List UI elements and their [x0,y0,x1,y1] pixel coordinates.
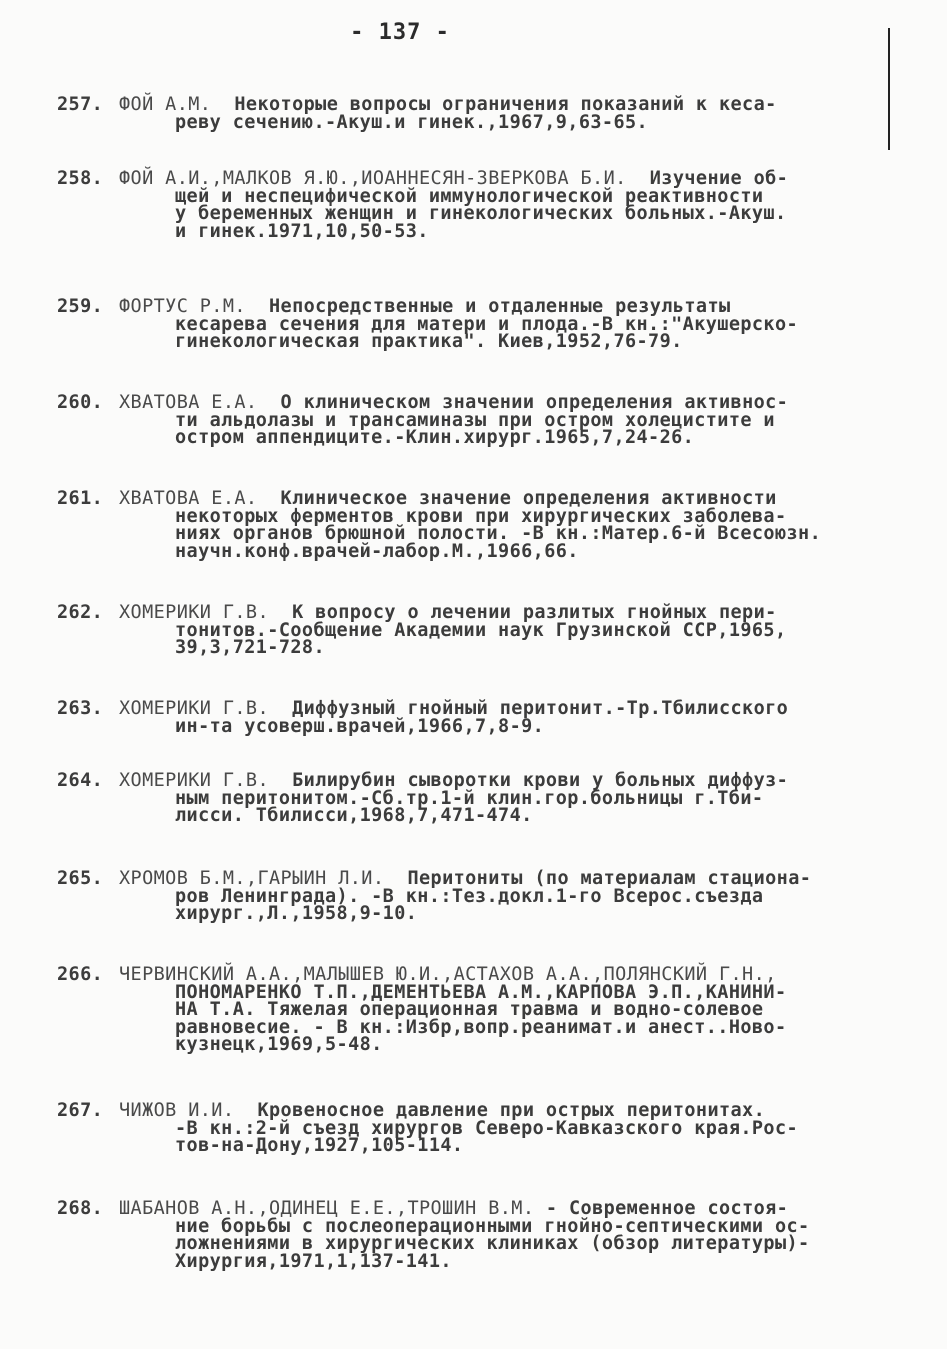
entry-line [57,170,907,188]
entry-authors: ХВАТОВА Е.А. [119,392,258,413]
entry-line: хирург.,Л.,1958,9-10. [175,903,418,924]
entry-number: 257. [57,94,104,115]
entry-line [57,870,907,888]
entry-number: 263. [57,698,104,719]
entry-line: ров Ленинграда). -В кн.:Тез.докл.1-го Всерос.съезда [175,885,764,907]
entry-line: ным перитонитом.-Сб.тр.1-й клин.гор.больницы г.Тби- [175,787,764,809]
entry-number: 267. [57,1100,104,1121]
entry-line: гинекологическая практика". Киев,1952,76-79. [175,331,683,352]
entry-text: Перитониты (по материалам стациона- [407,868,812,889]
entry-text: Билирубин сыворотки крови у больных диффуз- [292,770,789,791]
entry-text: Диффузный гнойный перитонит.-Тр.Тбилисского [292,698,789,719]
entry-number: 262. [57,602,104,623]
entry-authors: ЧИЖОВ И.И. [119,1100,235,1121]
entry-line: кузнецк,1969,5-48. [175,1034,383,1055]
entry-line: щей и неспецифической иммунологической реактивности [175,185,764,207]
entry-line [57,1200,907,1218]
entry-line [57,772,907,790]
entry-line: равновесие. - В кн.:Избр,вопр.реанимат.и анест..Ново- [175,1016,787,1038]
entry-text: Кровеносное давление при острых перитонитах. [257,1100,766,1121]
entry-authors: ФОЙ А.И.,МАЛКОВ Я.Ю.,ИОАННЕСЯН-ЗВЕРКОВА Б.И. [119,168,627,189]
entry-text: Некоторые вопросы ограничения показаний к кеса- [234,94,777,115]
bibliography-entry [57,1200,907,1270]
bibliography-entry [57,966,907,1054]
entry-number: 268. [57,1198,104,1219]
entry-line: ложнениями в хирургических клиниках (обзор литературы)- [175,1233,810,1254]
entry-line: ниях органов брюшной полости. -В кн.:Матер.6-й Всесоюзн. [175,523,822,544]
entry-line [57,1102,907,1120]
entry-line: некоторых ферментов крови при хирургических заболева- [175,505,787,527]
bibliography-entry [57,1102,907,1155]
entry-line: тов-на-Дону,1927,105-114. [175,1135,464,1156]
entry-line [57,700,907,718]
entry-line: тонитов.-Сообщение Академии наук Грузинской ССР,1965, [175,619,787,641]
entry-text: О клиническом значении определения активнос- [280,392,789,413]
entry-line: и гинек.1971,10,50-53. [175,220,429,242]
entry-line: ти альдолазы и трансаминазы при остром холецистите и [175,409,775,431]
bibliography-entry [57,170,907,240]
bibliography-entry [57,870,907,923]
bibliography-entry [57,700,907,735]
entry-line: кесарева сечения для матери и плода.-В кн.:"Акушерско- [175,313,799,335]
entry-line: ин-та усоверш.врачей,1966,7,8-9. [175,715,545,737]
entry-authors: ХОМЕРИКИ Г.В. [119,602,269,623]
entry-line [57,298,907,316]
entry-line: у беременных женщин и гинекологических больных.-Акуш. [175,203,787,224]
entry-line [57,604,907,622]
entry-text: Непосредственные и отдаленные результаты [269,296,731,317]
entry-authors: ХОМЕРИКИ Г.В. [119,698,269,719]
entry-line: Хирургия,1971,1,137-141. [175,1250,452,1272]
entry-text: - Современное состоя- [545,1198,789,1219]
page-edge-line [888,28,890,150]
entry-line: остром аппендиците.-Клин.хирург.1965,7,24-26. [175,427,695,448]
bibliography-entry [57,490,907,560]
entry-line: 39,3,721-728. [175,637,325,658]
entry-line: реву сечению.-Акуш.и гинек.,1967,9,63-65. [175,111,649,133]
entry-number: 261. [57,488,104,509]
bibliography-entry [57,394,907,447]
entry-authors: ФОЙ А.М. [119,94,212,115]
entry-number: 258. [57,168,104,189]
entry-authors: ХРОМОВ Б.М.,ГАРЫИН Л.И. [119,868,385,889]
bibliography-entry [57,298,907,351]
entry-authors: ХОМЕРИКИ Г.В. [119,770,269,791]
bibliography-entry [57,96,907,131]
entry-line [57,966,907,984]
bibliography-entry [57,604,907,657]
entry-line: -В кн.:2-й съезд хирургов Северо-Кавказского края.Рос- [175,1117,799,1139]
bibliography-entry [57,772,907,825]
page-number: - 137 - [350,20,450,45]
entry-authors: ЧЕРВИНСКИЙ А.А.,МАЛЫШЕВ Ю.И.,АСТАХОВ А.А.,ПОЛЯНСКИЙ Г.Н., [119,964,777,985]
entry-number: 259. [57,296,104,317]
entry-number: 266. [57,964,104,985]
entry-authors: ШАБАНОВ А.Н.,ОДИНЕЦ Е.Е.,ТРОШИН В.М. [119,1198,535,1219]
entry-line: НА Т.А. Тяжелая операционная травма и водно-солевое [175,999,764,1020]
entry-line [57,490,907,508]
entry-number: 260. [57,392,104,413]
entry-line: ние борьбы с послеоперационными гнойно-септическими ос- [175,1215,810,1237]
entry-line: научн.конф.врачей-лабор.М.,1966,66. [175,540,579,562]
entry-authors: ФОРТУС Р.М. [119,296,246,317]
entry-line [57,96,907,114]
entry-line: ПОНОМАРЕНКО Т.П.,ДЕМЕНТЬЕВА А.М.,КАРПОВА Э.П.,КАНИНИ- [175,981,787,1003]
entry-text: К вопросу о лечении разлитых гнойных пери- [292,602,777,623]
entry-text: Изучение об- [649,168,789,189]
entry-number: 265. [57,868,104,889]
entry-line: лисси. Тбилисси,1968,7,471-474. [175,805,533,826]
entry-authors: ХВАТОВА Е.А. [119,488,258,509]
entry-number: 264. [57,770,104,791]
entry-text: Клиническое значение определения активности [280,488,777,509]
entry-line [57,394,907,412]
